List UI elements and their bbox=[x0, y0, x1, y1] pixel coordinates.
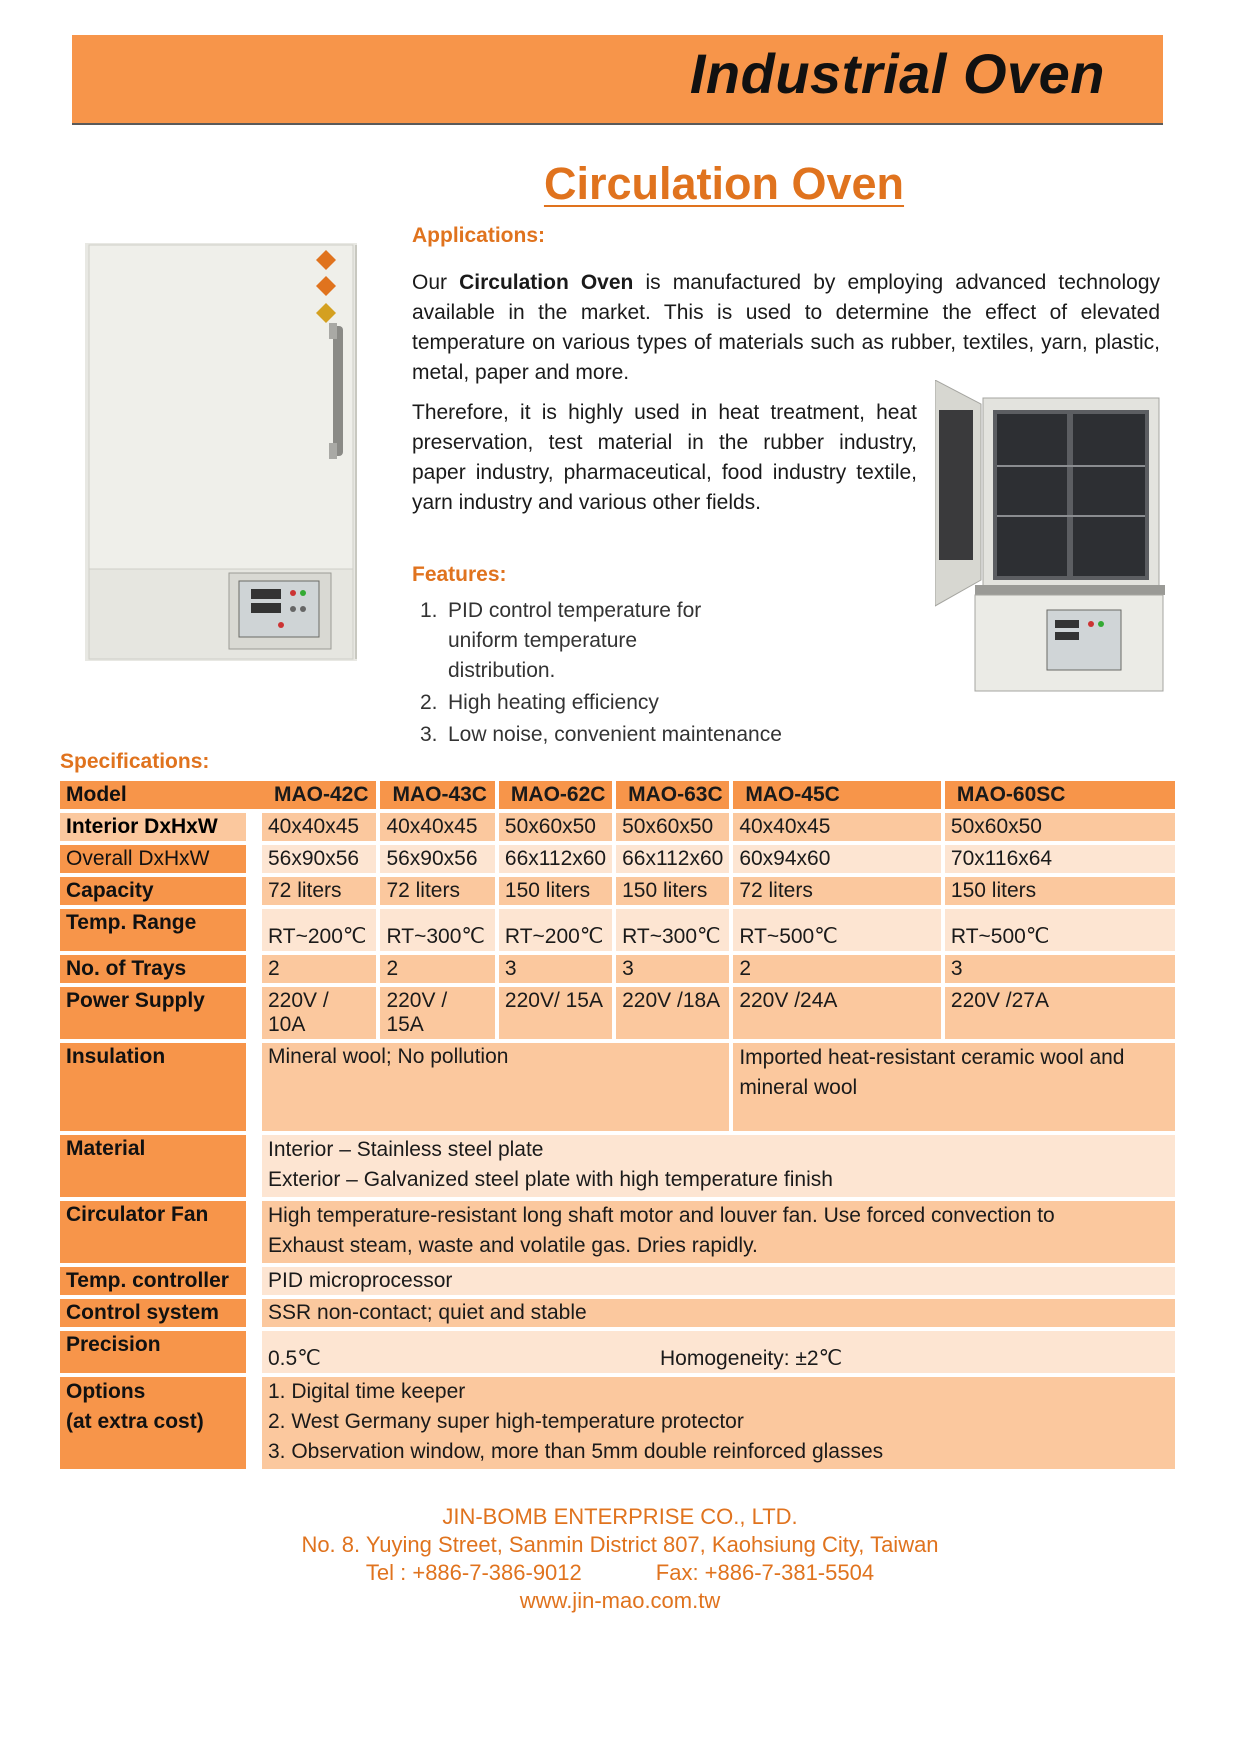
table-cell: 2 bbox=[262, 955, 376, 983]
specifications-heading: Specifications: bbox=[60, 750, 210, 773]
feature-item bbox=[420, 720, 868, 750]
para1-product-name: Circulation Oven bbox=[459, 271, 634, 294]
table-cell: RT~500℃ bbox=[729, 909, 941, 951]
table-header-row bbox=[60, 781, 1175, 809]
options-value bbox=[262, 1377, 1175, 1469]
open-oven-photo bbox=[935, 380, 1167, 695]
fan-line-1: High temperature-resistant long shaft motor and louver fan. Use forced convection to bbox=[268, 1204, 1055, 1227]
header-title: Industrial Oven bbox=[689, 42, 1105, 105]
feature-number: 3. bbox=[420, 723, 438, 746]
table-cell: 150 liters bbox=[612, 877, 729, 905]
model-label: Model bbox=[60, 781, 246, 809]
option-item: 3. Observation window, more than 5mm double reinforced glasses bbox=[268, 1440, 884, 1463]
precision-value bbox=[262, 1331, 1175, 1373]
insulation-value-high-temp: Imported heat-resistant ceramic wool and mineral wool bbox=[729, 1043, 1175, 1131]
model-cell: MAO-60SC bbox=[941, 781, 1175, 809]
separator bbox=[246, 1135, 262, 1197]
table-cell: 40x40x45 bbox=[376, 813, 494, 841]
table-cell: 150 liters bbox=[495, 877, 612, 905]
page-title: Circulation Oven bbox=[543, 158, 905, 209]
separator bbox=[246, 1043, 262, 1131]
separator bbox=[246, 909, 262, 951]
row-label: Circulator Fan bbox=[60, 1201, 246, 1263]
row-label: Insulation bbox=[60, 1043, 246, 1131]
table-row-fan bbox=[60, 1201, 1175, 1263]
feature-text: PID control temperature for uniform temperature distribution. bbox=[448, 599, 702, 682]
specifications-table bbox=[60, 777, 1175, 1473]
model-cell: MAO-45C bbox=[729, 781, 941, 809]
footer-address: No. 8. Yuying Street, Sanmin District 807, Kaohsiung City, Taiwan bbox=[301, 1532, 939, 1557]
separator bbox=[246, 1267, 262, 1295]
table-row bbox=[60, 877, 1175, 905]
table-cell: RT~500℃ bbox=[941, 909, 1175, 951]
separator bbox=[246, 955, 262, 983]
footer-fax: Fax: +886-7-381-5504 bbox=[655, 1560, 875, 1585]
option-item: 1. Digital time keeper bbox=[268, 1380, 466, 1403]
table-row-control-system bbox=[60, 1299, 1175, 1327]
table-cell: 220V /18A bbox=[612, 987, 729, 1039]
table-cell: 40x40x45 bbox=[729, 813, 941, 841]
row-label: Temp. controller bbox=[60, 1267, 246, 1295]
table-cell: 72 liters bbox=[729, 877, 941, 905]
table-cell: 66x112x60 bbox=[612, 845, 729, 873]
separator bbox=[246, 877, 262, 905]
footer-contact bbox=[0, 1560, 1240, 1586]
table-row-precision bbox=[60, 1331, 1175, 1373]
feature-number: 1. bbox=[420, 599, 438, 622]
feature-item bbox=[420, 596, 868, 686]
row-label: Precision bbox=[60, 1331, 246, 1373]
closed-oven-photo bbox=[85, 243, 357, 661]
table-row bbox=[60, 955, 1175, 983]
applications-heading: Applications: bbox=[412, 224, 546, 247]
table-cell: 66x112x60 bbox=[495, 845, 612, 873]
table-cell: 50x60x50 bbox=[612, 813, 729, 841]
table-cell: 220V /24A bbox=[729, 987, 941, 1039]
material-line-1: Interior – Stainless steel plate bbox=[268, 1138, 544, 1161]
table-row-material bbox=[60, 1135, 1175, 1197]
feature-text: Low noise, convenient maintenance bbox=[448, 723, 782, 746]
para1-text-c: is manufactured by employing advanced technology available in the market. This is used to determine the effect of elevated temperature on various types of materials such as rubber, textiles, yarn, plastic, metal, paper and more. bbox=[412, 271, 1160, 384]
page-title-wrap bbox=[0, 158, 1240, 210]
insulation-value-standard: Mineral wool; No pollution bbox=[262, 1043, 729, 1131]
header-banner bbox=[72, 35, 1163, 125]
table-cell: 220V / 10A bbox=[262, 987, 376, 1039]
table-row-options bbox=[60, 1377, 1175, 1469]
feature-item bbox=[420, 688, 868, 718]
table-cell: RT~200℃ bbox=[495, 909, 612, 951]
material-line-2: Exterior – Galvanized steel plate with high temperature finish bbox=[268, 1168, 833, 1191]
feature-number: 2. bbox=[420, 691, 438, 714]
table-row bbox=[60, 845, 1175, 873]
row-label: Material bbox=[60, 1135, 246, 1197]
table-cell: 220V/ 15A bbox=[495, 987, 612, 1039]
options-label: Options bbox=[66, 1380, 146, 1403]
row-label: Temp. Range bbox=[60, 909, 246, 951]
option-item: 2. West Germany super high-temperature protector bbox=[268, 1410, 744, 1433]
table-row bbox=[60, 813, 1175, 841]
separator bbox=[246, 813, 262, 841]
precision-number: 0.5℃ bbox=[268, 1347, 321, 1370]
row-label: Capacity bbox=[60, 877, 246, 905]
table-cell: RT~300℃ bbox=[612, 909, 729, 951]
table-cell: 70x116x64 bbox=[941, 845, 1175, 873]
footer-company: JIN-BOMB ENTERPRISE CO., LTD. bbox=[442, 1504, 798, 1529]
table-cell: 150 liters bbox=[941, 877, 1175, 905]
fan-line-2: Exhaust steam, waste and volatile gas. Dries rapidly. bbox=[268, 1234, 758, 1257]
features-list bbox=[420, 596, 868, 750]
table-row-insulation bbox=[60, 1043, 1175, 1131]
table-cell: 40x40x45 bbox=[262, 813, 376, 841]
material-value bbox=[262, 1135, 1175, 1197]
controller-value: PID microprocessor bbox=[262, 1267, 1175, 1295]
homogeneity-value: Homogeneity: ±2℃ bbox=[660, 1347, 843, 1370]
separator bbox=[246, 1299, 262, 1327]
row-label: Control system bbox=[60, 1299, 246, 1327]
para1-text-a: Our bbox=[412, 271, 460, 294]
row-label: No. of Trays bbox=[60, 955, 246, 983]
table-cell: 220V / 15A bbox=[376, 987, 494, 1039]
model-cell: MAO-42C bbox=[262, 781, 376, 809]
row-label: Power Supply bbox=[60, 987, 246, 1039]
table-cell: RT~200℃ bbox=[262, 909, 376, 951]
separator bbox=[246, 1377, 262, 1469]
table-row bbox=[60, 987, 1175, 1039]
table-row bbox=[60, 909, 1175, 951]
table-row-controller bbox=[60, 1267, 1175, 1295]
table-cell: RT~300℃ bbox=[376, 909, 494, 951]
footer-tel: Tel : +886-7-386-9012 bbox=[365, 1560, 582, 1585]
separator bbox=[246, 1331, 262, 1373]
table-cell: 50x60x50 bbox=[941, 813, 1175, 841]
control-system-value: SSR non-contact; quiet and stable bbox=[262, 1299, 1175, 1327]
row-label: Overall DxHxW bbox=[60, 845, 246, 873]
model-cell: MAO-62C bbox=[495, 781, 612, 809]
row-label bbox=[60, 1377, 246, 1469]
options-sublabel: (at extra cost) bbox=[66, 1410, 204, 1433]
separator bbox=[246, 845, 262, 873]
footer-website[interactable]: www.jin-mao.com.tw bbox=[519, 1588, 721, 1613]
table-cell: 2 bbox=[376, 955, 494, 983]
model-cell: MAO-63C bbox=[612, 781, 729, 809]
table-cell: 2 bbox=[729, 955, 941, 983]
features-heading: Features: bbox=[412, 563, 507, 586]
row-label: Interior DxHxW bbox=[60, 813, 246, 841]
table-cell: 72 liters bbox=[376, 877, 494, 905]
table-cell: 3 bbox=[495, 955, 612, 983]
table-cell: 56x90x56 bbox=[376, 845, 494, 873]
fan-value bbox=[262, 1201, 1175, 1263]
separator bbox=[246, 1201, 262, 1263]
table-cell: 60x94x60 bbox=[729, 845, 941, 873]
table-cell: 56x90x56 bbox=[262, 845, 376, 873]
table-cell: 220V /27A bbox=[941, 987, 1175, 1039]
separator bbox=[246, 781, 262, 809]
separator bbox=[246, 987, 262, 1039]
model-cell: MAO-43C bbox=[376, 781, 494, 809]
table-cell: 50x60x50 bbox=[495, 813, 612, 841]
applications-paragraph-2: Therefore, it is highly used in heat treatment, heat preservation, test material in the rubber industry, paper industry, pharmaceutical, food industry textile, yarn industry and various other fields. bbox=[412, 401, 917, 514]
table-cell: 3 bbox=[612, 955, 729, 983]
table-cell: 3 bbox=[941, 955, 1175, 983]
applications-paragraph-1 bbox=[412, 268, 1160, 388]
table-cell: 72 liters bbox=[262, 877, 376, 905]
feature-text: High heating efficiency bbox=[448, 691, 659, 714]
